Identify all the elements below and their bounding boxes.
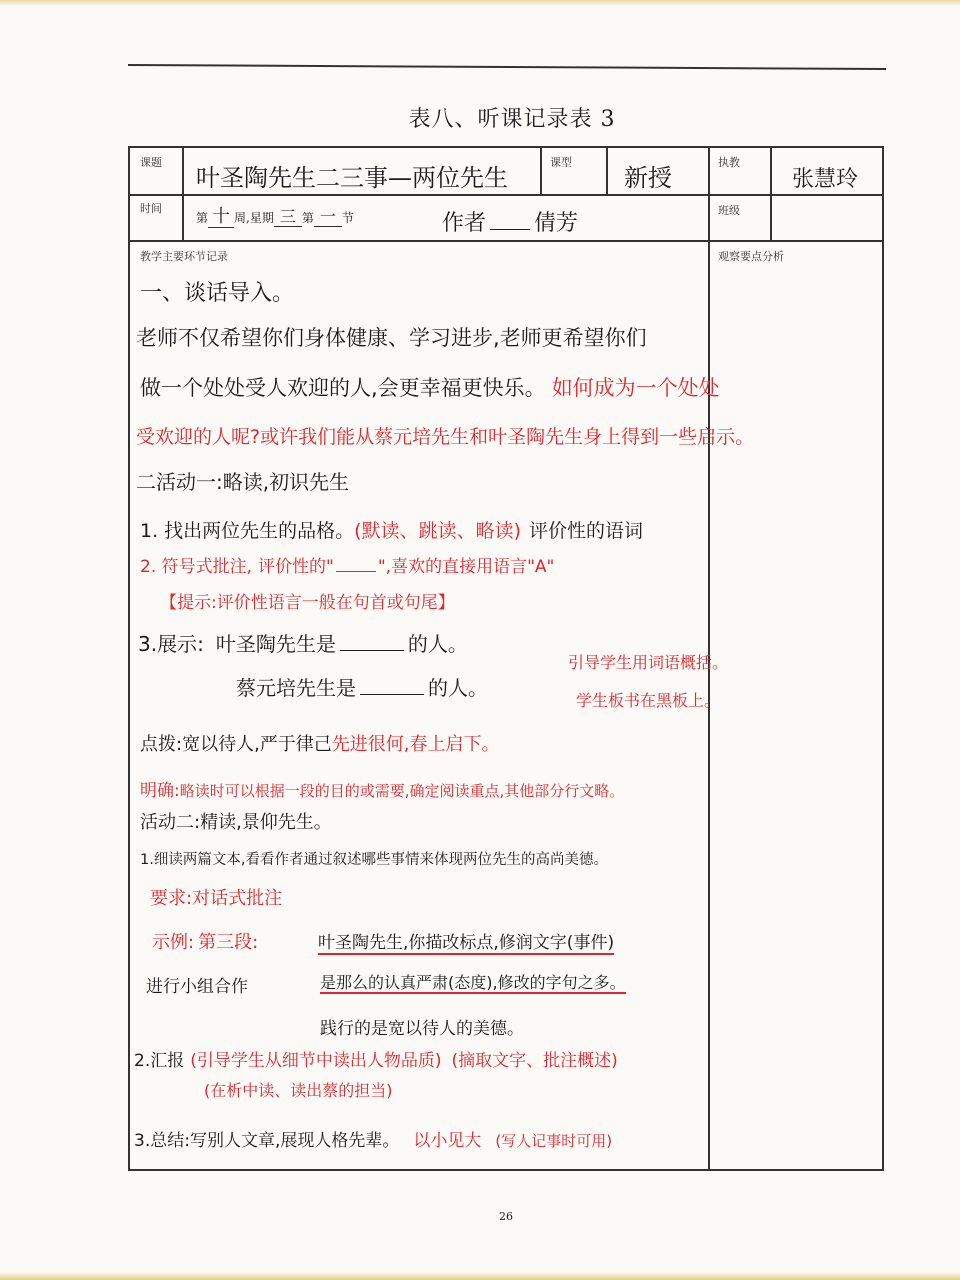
table-row-divider [130, 240, 882, 242]
analysis-note-1: 引导学生用词语概括。 [568, 653, 729, 672]
step-2-line: 2. 符号式批注, 评价性的" ",喜欢的直接用语言"A" [140, 557, 555, 577]
activity-1-heading: 二活动一:略读,初识先生 [136, 470, 350, 494]
step-3-line-2: 蔡元培先生是 的人。 [236, 676, 488, 700]
activity-2-heading: 活动二:精读,景仰先生。 [140, 812, 332, 833]
guidance-line: 点拨:宽以待人,严于律己先进很何,春上启下。 [140, 734, 500, 755]
time-label: 时间 [140, 202, 162, 215]
analysis-note-2: 学生板书在黑板上。 [576, 691, 721, 710]
type-label: 课型 [550, 156, 572, 169]
step-3-line: 3.展示: 叶圣陶先生是 的人。 [138, 632, 468, 656]
intro-line-3: 受欢迎的人呢?或许我们能从蔡元培先生和叶圣陶先生身上得到一些启示。 [136, 426, 755, 448]
table-col-divider [770, 148, 772, 240]
report-line: 2.汇报 (引导学生从细节中读出人物品质) (摘取文字、批注概述) [134, 1051, 618, 1071]
page-title: 表八、听课记录表 3 [408, 107, 616, 132]
example-line: 示例: 第三段: [152, 932, 259, 953]
table-col-divider [540, 148, 542, 194]
intro-line-1: 老师不仅希望你们身体健康、学习进步,老师更希望你们 [136, 326, 647, 350]
time-value: 第 十 周,星期 三 第 一 节 [196, 206, 354, 227]
report-line-2: (在析中读、读出蔡的担当) [204, 1081, 393, 1100]
teacher-label: 执教 [718, 156, 740, 169]
topic-value: 叶圣陶先生二三事—两位先生 [196, 164, 508, 192]
topic-label: 课题 [140, 156, 162, 169]
paper-edge-bottom [0, 1272, 960, 1280]
class-label: 班级 [718, 204, 740, 217]
clarify-line: 明确:略读时可以根据一段的目的或需要,确定阅读重点,其他部分行文略。 [140, 781, 625, 801]
author-field: 作者 倩芳 [442, 211, 579, 236]
example-text-2: 是那么的认真严肃(态度),修改的字句之多。 [320, 973, 626, 992]
detail-read-line: 1.细读两篇文本,看看作者通过叙述哪些事情来体现两位先生的高尚美德。 [140, 852, 608, 868]
group-work-label: 进行小组合作 [146, 977, 248, 997]
requirement-line: 要求:对话式批注 [150, 888, 283, 909]
teacher-value: 张慧玲 [792, 167, 859, 192]
paper-edge-top [0, 0, 960, 6]
analysis-section-label: 观察要点分析 [718, 250, 784, 263]
summary-line: 3.总结:写别人文章,展现人格先辈。 以小见大 (写人记事时可用) [134, 1131, 613, 1151]
example-text-1: 叶圣陶先生,你描改标点,修润文字(事件) [318, 933, 615, 953]
header-rule [128, 64, 886, 70]
intro-heading: 一、谈话导入。 [140, 281, 295, 306]
table-col-divider [606, 148, 608, 194]
step-1-line: 1. 找出两位先生的品格。(默读、跳读、略读) 评价性的语词 [140, 520, 644, 542]
table-col-divider [182, 148, 184, 240]
type-value: 新授 [624, 164, 672, 192]
hint-line: 【提示:评价性语言一般在句首或句尾】 [160, 593, 455, 613]
page-number: 26 [499, 1210, 513, 1223]
intro-line-2: 做一个处处受人欢迎的人,会更幸福更快乐。 如何成为一个处处 [140, 376, 720, 400]
example-text-3: 践行的是宽以待人的美德。 [320, 1019, 524, 1039]
record-section-label: 教学主要环节记录 [140, 250, 228, 263]
